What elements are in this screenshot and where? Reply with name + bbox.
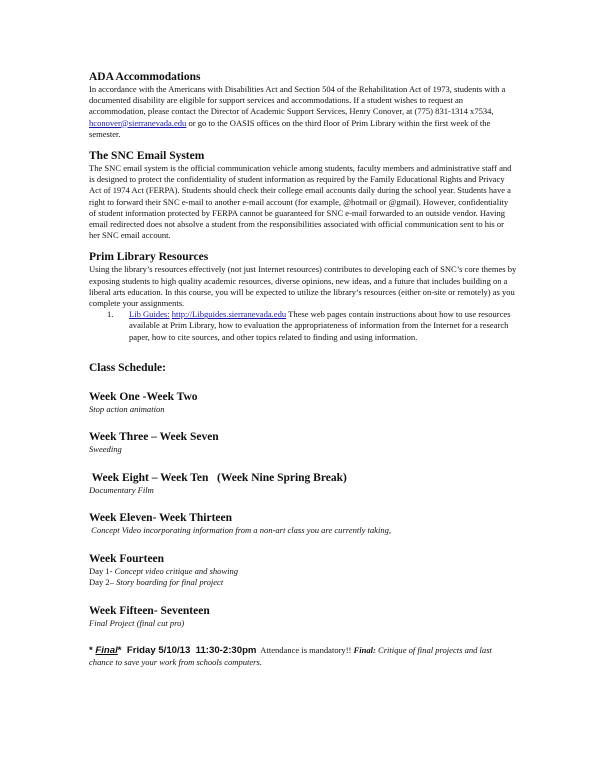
final-label-group: [89, 645, 256, 656]
final-exam-note: [89, 645, 517, 668]
week-block-2: [89, 430, 517, 456]
week-description: Documentary Film: [89, 484, 154, 495]
week-title: Week Three – Week Seven: [89, 431, 219, 444]
snc-email-heading: The SNC Email System: [89, 150, 205, 163]
schedule-heading: Class Schedule:: [89, 361, 166, 374]
week-title: Week Fourteen: [89, 552, 165, 565]
final-word: Final: [95, 645, 118, 657]
day-1-line: [89, 566, 517, 578]
day-2-line: [89, 577, 517, 589]
week-description: Concept Video incorporating information from a non-art class you are currently taking,: [89, 525, 392, 536]
ada-section: [89, 70, 517, 140]
library-list: [89, 309, 517, 343]
ada-text-post: or go to the OASIS offices on the third floor of Prim Library within the first week of the semester.: [89, 117, 491, 139]
day-1-label: Day 1-: [89, 565, 115, 576]
ada-heading: ADA Accommodations: [89, 71, 201, 83]
week-description: Final Project (final cut pro): [89, 617, 185, 628]
week-block-3: [89, 471, 517, 497]
day-1-text: Concept video critique and showing: [114, 565, 239, 576]
final-when: Friday 5/10/13 11:30-2:30pm: [124, 645, 257, 657]
final-attendance: Attendance is mandatory!!: [256, 645, 354, 656]
library-paragraph: Using the library’s resources effectively (not just Internet resources) contributes to developing each of SNC’s core themes by exposing students to high quality academic resources, diverse opinions, new ideas, and a future that includes building on a liberal arts education. In this course, you will be expected to utilize the library’s resources (either on-site or remotely) as you complete your assignments.: [89, 264, 517, 309]
day-2-text: Story boarding for final project: [116, 577, 224, 588]
final-star-open: *: [89, 645, 96, 657]
ada-email-link[interactable]: hconover@sierranevada.edu: [89, 117, 187, 128]
list-number: 1.: [107, 309, 114, 320]
libguides-url-link[interactable]: http://Libguides.sierranevada.edu: [171, 309, 287, 320]
week-block-1: [89, 390, 517, 416]
week-block-5: [89, 552, 517, 589]
week-block-6: [89, 604, 517, 630]
final-critique-text: Critique of final projects and last chance to save your work from schools computers.: [89, 645, 492, 667]
libguides-text: These web pages contain instructions about how to use resources available at Prim Library, how to evaluation the appropriateness of information from the Internet for a research paper, how to cite sources, and other topics related to finding and using information.: [129, 309, 511, 342]
snc-email-section: [89, 149, 517, 241]
day-2-label: Day 2–: [89, 577, 117, 588]
ada-paragraph: [89, 84, 517, 140]
library-heading: Prim Library Resources: [89, 251, 209, 264]
library-section: [89, 250, 517, 342]
week-title: Week Eight – Week Ten (Week Nine Spring Break): [89, 471, 347, 484]
week-description: Sweeding: [89, 444, 122, 455]
list-item: [107, 309, 517, 343]
week-title: Week One -Week Two: [89, 390, 198, 403]
week-block-4: [89, 511, 517, 537]
ada-text-pre: In accordance with the Americans with Disabilities Act and Section 504 of the Rehabilitation Act of 1973, students with a documented disability are eligible for support services and accommodations. If a student wishes to request an accommodation, please contact the Director of Academic Support Services, Henry Conover, at (775) 831-1314 x7534,: [89, 84, 506, 117]
document-content: [89, 70, 517, 668]
week-description: Stop action animation: [89, 403, 165, 414]
final-critique-label: Final:: [353, 645, 376, 656]
final-star-close: *: [117, 645, 125, 657]
libguides-label-link[interactable]: Lib Guides:: [129, 309, 170, 320]
week-title: Week Eleven- Week Thirteen: [89, 512, 232, 525]
week-title: Week Fifteen- Seventeen: [89, 604, 210, 617]
snc-email-paragraph: The SNC email system is the official communication vehicle among students, faculty members and administrative staff and is designed to protect the confidentiality of student information as required by the Family Educational Rights and Privacy Act of 1974 Act (FERPA). Students should check their college email accounts daily during the school year. Students have a right to forward their SNC e-mail to another e-mail account (for example, @hotmail or @gmail). However, confidentiality of student information protected by FERPA cannot be guaranteed for SNC e-mail forwarded to an outside vendor. Having email redirected does not absolve a student from the responsibilities associated with official communication sent to his or her SNC email account.: [89, 163, 512, 241]
